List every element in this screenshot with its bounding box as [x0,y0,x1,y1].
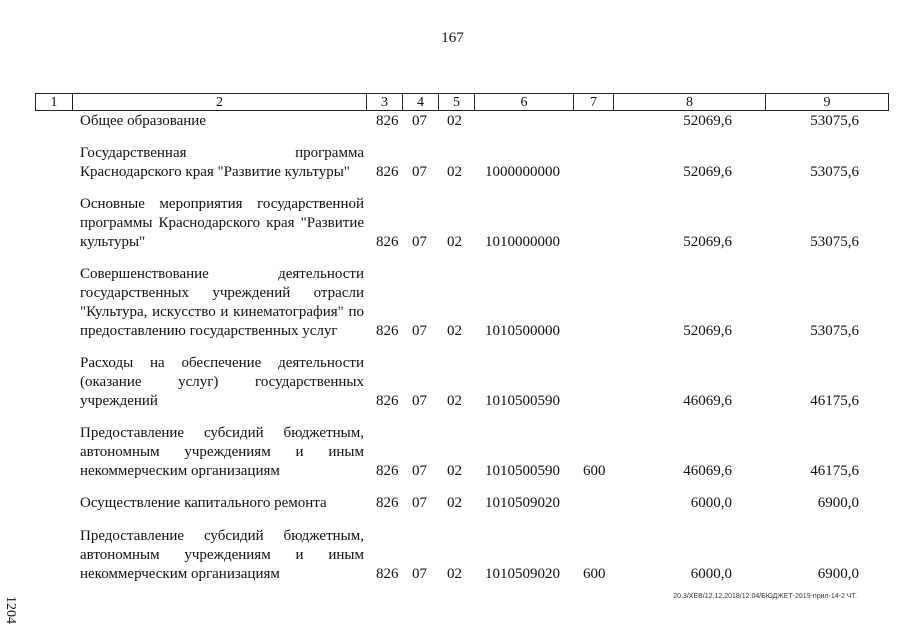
row-code-4: 07 [412,164,427,180]
table-row [80,494,865,513]
row-code-6: 1010500590 [485,463,560,479]
row-code-6: 1010000000 [485,234,560,250]
page-number: 167 [441,30,464,46]
row-name: Предоставление субсидий бюджетным, автономным учреждениям и иным некоммерческим организациям [80,528,364,582]
row-name: Государственная программа Краснодарского края "Развитие культуры" [80,145,364,180]
column-header-table [35,93,889,111]
row-code-6: 1010500000 [485,323,560,339]
row-name: Общее образование [80,113,206,129]
row-code-5: 02 [447,234,462,250]
row-code-5: 02 [447,164,462,180]
table-row [80,354,865,411]
row-amount-9: 53075,6 [810,234,859,250]
row-amount-8: 52069,6 [683,164,732,180]
row-name: Совершенствование деятельности государственных учреждений отрасли "Культура, искусство и кинематография" по предоставлению государственных услуг [80,266,364,339]
header-cell-6: 6 [475,94,574,111]
row-code-3: 826 [376,393,399,409]
row-amount-9: 6900,0 [817,566,859,582]
row-code-4: 07 [412,495,427,511]
row-code-7: 600 [583,566,606,582]
row-code-6: 1000000000 [485,164,560,180]
row-amount-9: 53075,6 [810,164,859,180]
header-cell-2: 2 [73,94,367,111]
row-code-4: 07 [412,393,427,409]
row-name: Осуществление капитального ремонта [80,495,327,511]
row-code-3: 826 [376,113,399,129]
row-code-4: 07 [412,463,427,479]
row-code-5: 02 [447,323,462,339]
row-name: Основные мероприятия государственной программы Краснодарского края "Развитие культуры" [80,196,364,250]
header-cell-7: 7 [574,94,614,111]
row-code-5: 02 [447,463,462,479]
row-amount-8: 52069,6 [683,323,732,339]
row-code-4: 07 [412,113,427,129]
row-code-5: 02 [447,495,462,511]
table-row [80,195,865,252]
row-code-5: 02 [447,113,462,129]
row-code-3: 826 [376,323,399,339]
row-code-3: 826 [376,463,399,479]
table-row [80,424,865,481]
table-row [80,112,865,131]
header-cell-4: 4 [403,94,439,111]
header-cell-9: 9 [766,94,889,111]
row-amount-9: 53075,6 [810,323,859,339]
footer-document-code: 20.3/ХЕВ/12.12.2018/12:04/БЮДЖЕТ-2019-прил-14-2 ЧТ. [673,593,857,600]
row-code-6: 1010509020 [485,566,560,582]
row-amount-9: 6900,0 [817,495,859,511]
header-cell-3: 3 [367,94,403,111]
header-cell-1: 1 [36,94,73,111]
row-amount-8: 6000,0 [690,495,732,511]
row-amount-9: 53075,6 [810,113,859,129]
row-amount-8: 46069,6 [683,463,732,479]
row-code-6: 1010509020 [485,495,560,511]
row-amount-9: 46175,6 [810,393,859,409]
row-amount-9: 46175,6 [810,463,859,479]
row-code-4: 07 [412,234,427,250]
row-code-7: 600 [583,463,606,479]
side-page-number: 1204 [3,596,18,624]
row-amount-8: 52069,6 [683,113,732,129]
row-code-5: 02 [447,566,462,582]
row-name: Предоставление субсидий бюджетным, автономным учреждениям и иным некоммерческим организациям [80,425,364,479]
header-cell-5: 5 [439,94,475,111]
row-code-4: 07 [412,566,427,582]
row-name: Расходы на обеспечение деятельности (оказание услуг) государственных учреждений [80,355,364,409]
row-code-3: 826 [376,234,399,250]
row-code-3: 826 [376,566,399,582]
row-amount-8: 46069,6 [683,393,732,409]
row-code-5: 02 [447,393,462,409]
row-amount-8: 52069,6 [683,234,732,250]
table-row [80,527,865,584]
row-code-4: 07 [412,323,427,339]
table-row [80,144,865,182]
row-code-3: 826 [376,164,399,180]
row-code-6: 1010500590 [485,393,560,409]
table-row [80,265,865,341]
row-code-3: 826 [376,495,399,511]
header-cell-8: 8 [614,94,766,111]
row-amount-8: 6000,0 [690,566,732,582]
